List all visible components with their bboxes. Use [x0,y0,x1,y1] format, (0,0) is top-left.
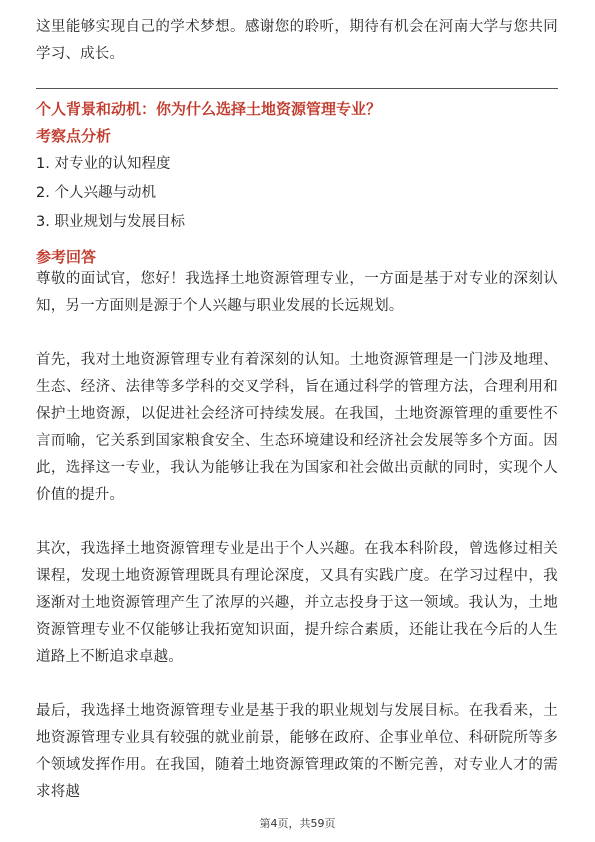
intro-paragraph: 这里能够实现自己的学术梦想。感谢您的聆听，期待有机会在河南大学与您共同学习、成长。 [36,19,558,62]
analysis-point: 3. 职业规划与发展目标 [36,214,185,230]
analysis-points-list [36,150,185,237]
question-title: 个人背景和动机：你为什么选择土地资源管理专业？ [36,100,382,118]
section-divider [36,88,558,89]
answer-paragraph: 尊敬的面试官，您好！我选择土地资源管理专业，一方面是基于对专业的深刻认知，另一方面则是源于个人兴趣与职业发展的长远规划。 [36,271,558,314]
analysis-point: 1. 对专业的认知程度 [36,156,171,172]
page-number-footer: 第4页，共59页 [259,817,336,830]
answer-paragraph: 其次，我选择土地资源管理专业是出于个人兴趣。在我本科阶段，曾选修过相关课程，发现土地资源管理既具有理论深度，又具有实践广度。在学习过程中，我逐渐对土地资源管理产生了浓厚的兴趣，并立志投身于这一领域。我认为，土地资源管理专业不仅能够让我拓宽知识面，提升综合素质，还能让我在今后的人生道路上不断追求卓越。 [36,541,558,665]
answer-heading: 参考回答 [36,248,97,266]
answer-paragraph: 首先，我对土地资源管理专业有着深刻的认知。土地资源管理是一门涉及地理、生态、经济、法律等多学科的交叉学科，旨在通过科学的管理方法，合理利用和保护土地资源，以促进社会经济可持续发展。在我国，土地资源管理的重要性不言而喻，它关系到国家粮食安全、生态环境建设和经济社会发展等多个方面。因此，选择这一专业，我认为能够让我在为国家和社会做出贡献的同时，实现个人价值的提升。 [36,352,558,503]
answer-body [36,266,558,833]
analysis-heading: 考察点分析 [36,127,112,145]
analysis-point: 2. 个人兴趣与动机 [36,185,156,201]
answer-paragraph: 最后，我选择土地资源管理专业是基于我的职业规划与发展目标。在我看来，土地资源管理专业具有较强的就业前景，能够在政府、企事业单位、科研院所等多个领域发挥作用。在我国，随着土地资源管理政策的不断完善，对专业人才的需求将越 [36,703,558,800]
